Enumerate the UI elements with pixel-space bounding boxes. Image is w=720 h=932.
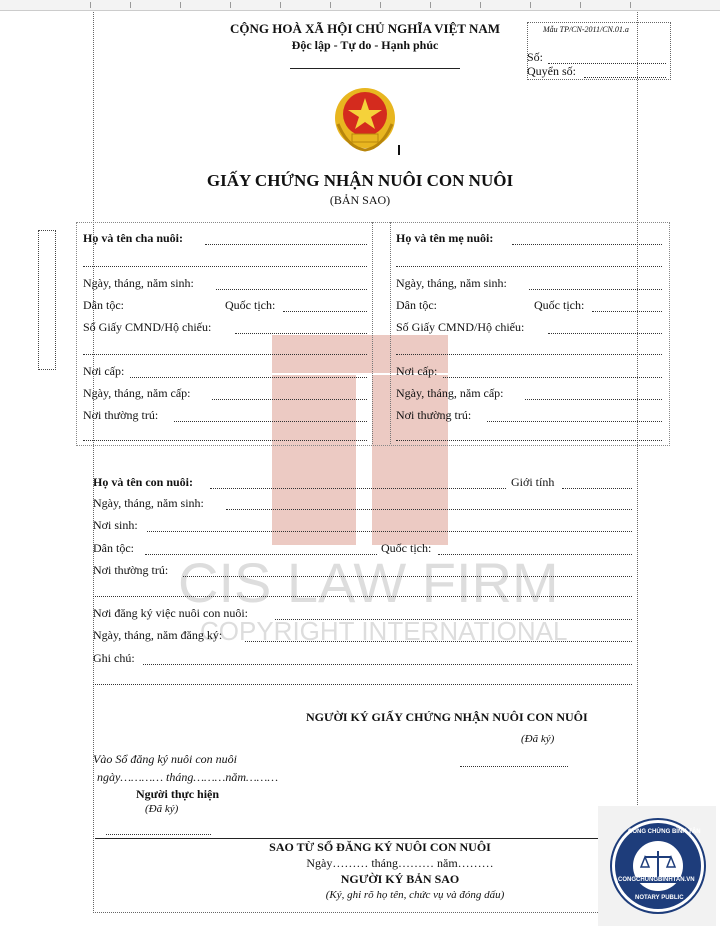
register-line-2: ngày………… tháng………năm……… [97, 770, 279, 784]
country-heading: CỘNG HOÀ XÃ HỘI CHỦ NGHĨA VIỆT NAM [229, 21, 501, 36]
father-issued-place-dots [130, 377, 367, 378]
father-nationality-label: Quốc tịch: [225, 298, 276, 312]
mother-id-dots-2 [396, 354, 662, 355]
so-label: Số: [527, 50, 544, 64]
copy-date: Ngày……… tháng……… năm……… [306, 856, 494, 870]
mother-issued-date-dots [525, 399, 662, 400]
father-id-dots [235, 333, 367, 334]
mother-id-label: Số Giấy CMND/Hộ chiếu: [396, 320, 525, 334]
text-cursor [398, 145, 400, 155]
child-name-dots [210, 488, 506, 489]
ruler-tick [630, 2, 631, 8]
signer-signed: (Đã ký) [521, 733, 555, 745]
mother-issued-date-label: Ngày, tháng, năm cấp: [396, 386, 504, 400]
document-subtitle: (BẢN SAO) [329, 193, 391, 207]
mother-dob-label: Ngày, tháng, năm sinh: [396, 276, 507, 290]
scales-of-justice-icon [633, 841, 683, 891]
child-birthplace-label: Nơi sinh: [93, 518, 138, 532]
child-reg-place-dots [275, 619, 632, 620]
father-name-dots [205, 244, 367, 245]
father-dob-dots [216, 289, 367, 290]
father-dob-label: Ngày, tháng, năm sinh: [83, 276, 194, 290]
father-issued-date-label: Ngày, tháng, năm cấp: [83, 386, 191, 400]
register-line-1: Vào Sổ đăng ký nuôi con nuôi [93, 752, 237, 766]
child-nationality-label: Quốc tịch: [381, 541, 432, 555]
mother-issued-place-label: Nơi cấp: [396, 364, 438, 378]
ruler-tick [130, 2, 131, 8]
father-issued-date-dots [212, 399, 367, 400]
father-residence-label: Nơi thường trú: [83, 408, 159, 422]
national-emblem-icon [330, 84, 400, 156]
child-residence-dots [183, 576, 632, 577]
child-dob-dots [226, 509, 632, 510]
ruler-tick [480, 2, 481, 8]
mother-id-dots [548, 333, 662, 334]
child-residence-dots-2 [93, 596, 632, 597]
ruler-tick [280, 2, 281, 8]
father-nationality-dots [283, 311, 367, 312]
copy-separator [95, 838, 634, 839]
child-gender-label: Giới tính [511, 475, 555, 489]
child-reg-place-label: Nơi đăng ký việc nuôi con nuôi: [93, 606, 248, 620]
mother-name-dots-2 [396, 266, 662, 267]
child-gender-dots [562, 488, 632, 489]
document-title: GIẤY CHỨNG NHẬN NUÔI CON NUÔI [206, 171, 514, 190]
copy-title: SAO TỪ SỔ ĐĂNG KÝ NUÔI CON NUÔI [269, 840, 491, 854]
signer-name-dots [460, 766, 568, 767]
stamp-bottom-text: NOTARY PUBLIC [635, 895, 684, 901]
notary-stamp [598, 806, 716, 926]
table-divider [390, 222, 391, 444]
father-residence-dots [174, 421, 367, 422]
copy-signer: NGƯỜI KÝ BẢN SAO [340, 872, 460, 886]
signer-title: NGƯỜI KÝ GIẤY CHỨNG NHẬN NUÔI CON NUÔI [306, 710, 588, 724]
mother-residence-label: Nơi thường trú: [396, 408, 472, 422]
mother-residence-dots [487, 421, 662, 422]
watermark-tag: COPYRIGHT INTERNATIONAL [200, 616, 568, 646]
child-ethnicity-dots [145, 554, 377, 555]
register-signed: (Đã ký) [145, 803, 179, 815]
child-note-dots [143, 664, 632, 665]
child-dob-label: Ngày, tháng, năm sinh: [93, 496, 204, 510]
father-name-label: Họ và tên cha nuôi: [83, 231, 184, 245]
father-name-dots-2 [83, 266, 367, 267]
father-id-label: Số Giấy CMND/Hộ chiếu: [83, 320, 212, 334]
stamp-site-text: CONGCHUNGBINHTAN.VN [618, 877, 695, 883]
quyen-so-label: Quyển số: [527, 64, 576, 78]
mother-ethnicity-label: Dân tộc: [396, 298, 437, 312]
child-ethnicity-label: Dân tộc: [93, 541, 134, 555]
left-text-frame[interactable] [38, 230, 56, 370]
child-birthplace-dots [147, 531, 632, 532]
child-note-label: Ghi chú: [93, 651, 135, 665]
ruler-tick [580, 2, 581, 8]
father-residence-dots-2 [83, 440, 367, 441]
ruler-tick [230, 2, 231, 8]
notary-seal-icon [612, 820, 704, 912]
child-note-dots-2 [93, 684, 632, 685]
child-residence-label: Nơi thường trú: [93, 563, 169, 577]
ruler-tick [180, 2, 181, 8]
register-performer: Người thực hiện [136, 787, 220, 801]
father-ethnicity-label: Dân tộc: [83, 298, 124, 312]
child-name-label: Họ và tên con nuôi: [93, 475, 194, 489]
mother-dob-dots [529, 289, 662, 290]
table-divider [372, 222, 373, 444]
father-id-dots-2 [83, 354, 367, 355]
stamp-top-text: CÔNG CHỨNG BÌNH TÂN [628, 829, 701, 835]
mother-nationality-dots [592, 311, 662, 312]
copy-note: (Ký, ghi rõ họ tên, chức vụ và đóng dấu) [325, 889, 505, 901]
child-reg-date-dots [245, 641, 632, 642]
watermark-firm: CIS LAW FIRM [178, 551, 559, 614]
mother-nationality-label: Quốc tịch: [534, 298, 585, 312]
father-issued-place-label: Nơi cấp: [83, 364, 125, 378]
ruler-tick [430, 2, 431, 8]
quyen-so-dots [584, 77, 666, 78]
ruler-tick [380, 2, 381, 8]
ruler-tick [530, 2, 531, 8]
register-name-dots [106, 834, 211, 835]
ruler-tick [330, 2, 331, 8]
mother-residence-dots-2 [396, 440, 662, 441]
child-reg-date-label: Ngày, tháng, năm đăng ký: [93, 628, 223, 642]
ruler-tick [90, 2, 91, 8]
mother-name-dots [512, 244, 662, 245]
child-nationality-dots [438, 554, 632, 555]
motto: Độc lập - Tự do - Hạnh phúc [291, 38, 439, 52]
form-code: Mẫu TP/CN-2011/CN.01.a [543, 25, 629, 34]
mother-issued-place-dots [443, 377, 662, 378]
ruler[interactable] [0, 0, 720, 11]
mother-name-label: Họ và tên mẹ nuôi: [396, 231, 494, 245]
motto-underline [290, 68, 460, 69]
